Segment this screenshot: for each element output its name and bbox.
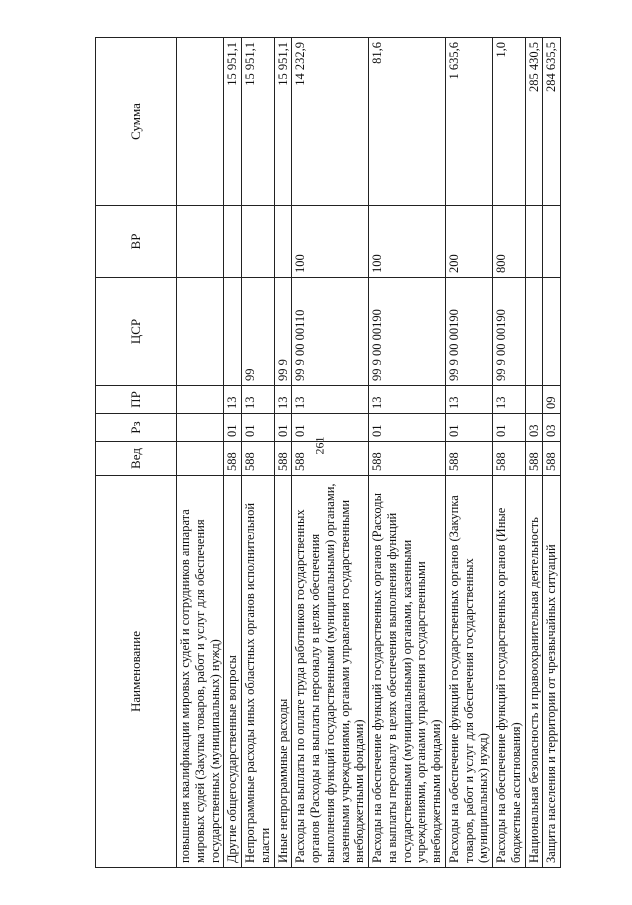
cell-vr (525, 206, 543, 278)
cell-vr (224, 206, 242, 278)
page-number: 261 (312, 436, 327, 455)
table-row (493, 38, 526, 868)
table-row (292, 38, 369, 868)
cell-name: Другие общегосударственные вопросы (224, 476, 242, 868)
cell-vr (543, 206, 561, 278)
cell-pr (525, 386, 543, 414)
cell-name: Национальная безопасность и правоохранительная деятельность (525, 476, 543, 868)
cell-rz: 01 (242, 414, 275, 442)
cell-rz: 01 (292, 414, 369, 442)
cell-sum: 284 635,5 (543, 38, 561, 206)
budget-table (95, 37, 561, 868)
table-row (445, 38, 492, 868)
cell-vr: 800 (493, 206, 526, 278)
cell-name: Защита населения и территории от чрезвычайных ситуаций (543, 476, 561, 868)
table-row (274, 38, 292, 868)
cell-sum: 14 232,9 (292, 38, 369, 206)
cell-csr: 99 9 00 00190 (369, 278, 446, 386)
cell-vr (242, 206, 275, 278)
cell-name: Расходы на обеспечение функций государственных органов (Расходы на выплаты персоналу в целях обеспечения выполнения функций государственными (муниципальными) органами, казенными учреждениями, органами управления государственными внебюджетными фондами) (369, 476, 446, 868)
cell-pr: 09 (543, 386, 561, 414)
cell-vr: 200 (445, 206, 492, 278)
cell-ved: 588 (369, 442, 446, 476)
cell-ved: 588 (292, 442, 369, 476)
cell-csr (543, 278, 561, 386)
cell-vr: 100 (369, 206, 446, 278)
cell-sum: 285 430,5 (525, 38, 543, 206)
cell-csr: 99 (242, 278, 275, 386)
cell-pr: 13 (274, 386, 292, 414)
cell-csr: 99 9 00 00110 (292, 278, 369, 386)
cell-name: Непрограммные расходы иных областных органов исполнительной власти (242, 476, 275, 868)
cell-ved: 588 (543, 442, 561, 476)
cell-csr: 99 9 00 00190 (493, 278, 526, 386)
cell-sum: 15 951,1 (224, 38, 242, 206)
cell-sum: 1 635,6 (445, 38, 492, 206)
cell-rz: 03 (525, 414, 543, 442)
cell-name: повышения квалификации мировых судей и сотрудников аппарата мировых судей (Закупка товаров, работ и услуг для обеспечения государственных (муниципальных) нужд) (177, 476, 224, 868)
cell-pr: 13 (369, 386, 446, 414)
cell-name: Иные непрограммные расходы (274, 476, 292, 868)
cell-sum (177, 38, 224, 206)
cell-ved: 588 (525, 442, 543, 476)
cell-csr: 99 9 00 00190 (445, 278, 492, 386)
cell-ved: 588 (493, 442, 526, 476)
header-vr: ВР (96, 206, 177, 278)
header-sum: Сумма (96, 38, 177, 206)
cell-csr: 99 9 (274, 278, 292, 386)
cell-sum: 1,0 (493, 38, 526, 206)
cell-rz: 01 (224, 414, 242, 442)
cell-sum: 15 951,1 (242, 38, 275, 206)
table-row (177, 38, 224, 868)
header-name: Наименование (96, 476, 177, 868)
cell-pr: 13 (493, 386, 526, 414)
cell-pr: 13 (292, 386, 369, 414)
table-row (525, 38, 543, 868)
cell-csr (224, 278, 242, 386)
cell-pr (177, 386, 224, 414)
cell-ved: 588 (274, 442, 292, 476)
cell-vr (274, 206, 292, 278)
cell-name: Расходы на выплаты по оплате труда работников государственных органов (Расходы на выплаты персоналу в целях обеспечения выполнения функций государственными (муниципальными) органами, казенными учреждениями, органами управления государственными внебюджетными фондами) (292, 476, 369, 868)
cell-vr: 100 (292, 206, 369, 278)
cell-vr (177, 206, 224, 278)
header-pr: ПР (96, 386, 177, 414)
table-row (224, 38, 242, 868)
table-row (543, 38, 561, 868)
cell-rz: 03 (543, 414, 561, 442)
rotated-page (95, 38, 595, 868)
cell-csr (525, 278, 543, 386)
header-rz: Рз (96, 414, 177, 442)
table-header (96, 38, 177, 868)
cell-pr: 13 (224, 386, 242, 414)
cell-ved (177, 442, 224, 476)
cell-rz: 01 (493, 414, 526, 442)
cell-sum: 81,6 (369, 38, 446, 206)
cell-name: Расходы на обеспечение функций государственных органов (Иные бюджетные ассигнования) (493, 476, 526, 868)
cell-rz: 01 (274, 414, 292, 442)
cell-ved: 588 (224, 442, 242, 476)
cell-rz: 01 (445, 414, 492, 442)
table-row (242, 38, 275, 868)
table-row (369, 38, 446, 868)
cell-ved: 588 (242, 442, 275, 476)
cell-pr: 13 (445, 386, 492, 414)
cell-pr: 13 (242, 386, 275, 414)
cell-name: Расходы на обеспечение функций государственных органов (Закупка товаров, работ и услуг для обеспечения государственных (муниципальных) нужд) (445, 476, 492, 868)
header-ved: Вед (96, 442, 177, 476)
cell-ved: 588 (445, 442, 492, 476)
cell-rz: 01 (369, 414, 446, 442)
header-csr: ЦСР (96, 278, 177, 386)
cell-rz (177, 414, 224, 442)
cell-csr (177, 278, 224, 386)
cell-sum: 15 951,1 (274, 38, 292, 206)
